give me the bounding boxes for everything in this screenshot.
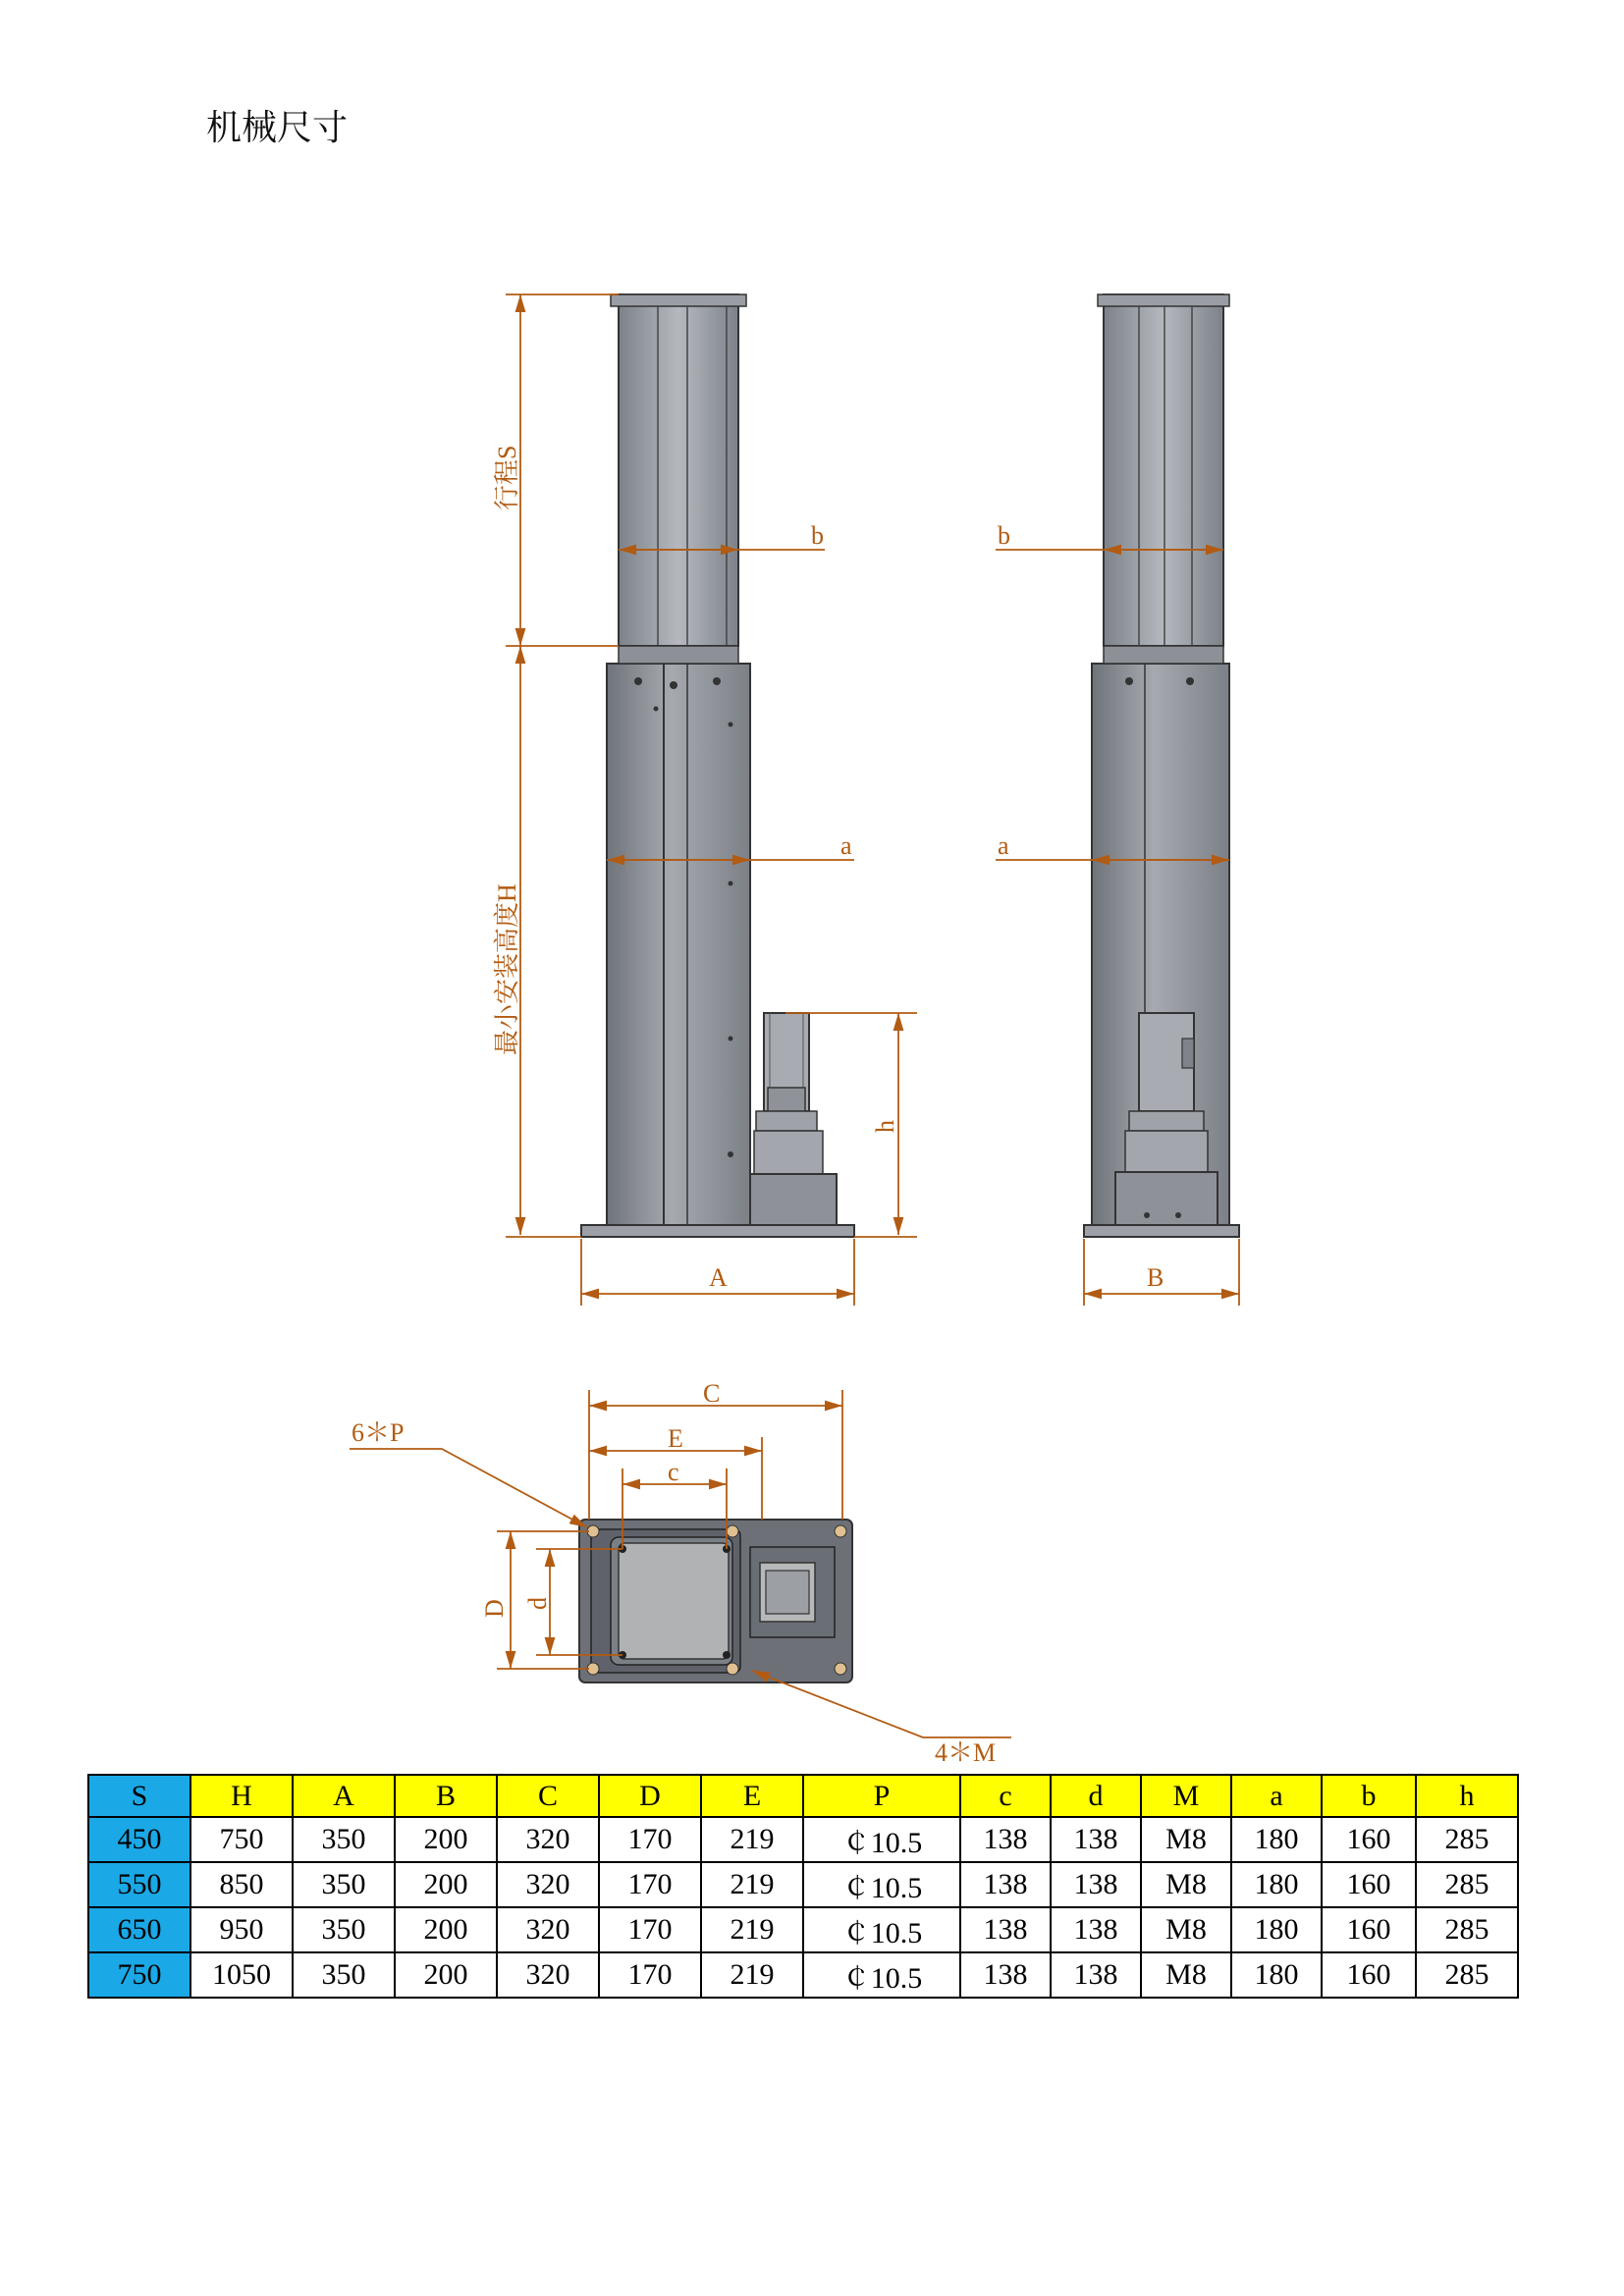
A-label: A — [709, 1263, 728, 1292]
table-cell: 180 — [1231, 1862, 1322, 1907]
header-cell: c — [960, 1775, 1051, 1817]
table-cell: 650 — [88, 1907, 190, 1952]
table-cell: 138 — [1051, 1817, 1141, 1862]
header-cell: h — [1416, 1775, 1518, 1817]
table-cell: 750 — [88, 1952, 190, 1998]
table-cell: 200 — [395, 1952, 497, 1998]
table-cell: 180 — [1231, 1952, 1322, 1998]
header-cell: D — [599, 1775, 701, 1817]
header-cell: b — [1322, 1775, 1416, 1817]
table-cell: 180 — [1231, 1817, 1322, 1862]
table-cell: M8 — [1141, 1952, 1231, 1998]
header-cell: H — [190, 1775, 293, 1817]
table-row — [88, 1862, 1518, 1907]
d-label: d — [523, 1597, 552, 1610]
table-cell: 350 — [293, 1952, 395, 1998]
table-cell: 138 — [1051, 1952, 1141, 1998]
front-base — [581, 1225, 854, 1237]
table-cell: 180 — [1231, 1907, 1322, 1952]
b-side-label: b — [998, 521, 1010, 550]
table-cell: 285 — [1416, 1862, 1518, 1907]
header-cell: d — [1051, 1775, 1141, 1817]
table-cell: 138 — [960, 1862, 1051, 1907]
E-label: E — [668, 1424, 683, 1453]
table-cell: 160 — [1322, 1952, 1416, 1998]
B-label: B — [1147, 1263, 1164, 1292]
install-height-label: 最小安装高度H — [493, 883, 521, 1055]
table-cell: 138 — [960, 1817, 1051, 1862]
front-lower-column — [607, 664, 750, 1225]
front-view — [581, 294, 854, 1237]
table-cell: 850 — [190, 1862, 293, 1907]
table-cell: 1050 — [190, 1952, 293, 1998]
D-label: D — [480, 1599, 509, 1618]
table-cell: 170 — [599, 1817, 701, 1862]
table-cell: 200 — [395, 1862, 497, 1907]
C-label: C — [703, 1379, 721, 1408]
table-cell: 160 — [1322, 1907, 1416, 1952]
h-label: h — [871, 1120, 899, 1133]
top-view — [579, 1520, 852, 1682]
table-cell: M8 — [1141, 1907, 1231, 1952]
table-cell: 219 — [701, 1907, 803, 1952]
table-cell: 320 — [497, 1817, 599, 1862]
table-cell: 550 — [88, 1862, 190, 1907]
table-cell: 950 — [190, 1907, 293, 1952]
table-cell: ￠10.5 — [803, 1862, 960, 1907]
table-cell: 138 — [960, 1907, 1051, 1952]
table-cell: 350 — [293, 1862, 395, 1907]
table-cell: ￠10.5 — [803, 1817, 960, 1862]
a-front-label: a — [840, 831, 852, 860]
table-cell: ￠10.5 — [803, 1952, 960, 1998]
holes-P-label: 6＊P — [352, 1418, 405, 1447]
side-view — [1084, 294, 1239, 1237]
table-cell: 320 — [497, 1862, 599, 1907]
specs-table — [87, 1774, 1519, 1999]
table-cell: 219 — [701, 1952, 803, 1998]
table-header-row — [88, 1775, 1518, 1817]
table-row — [88, 1817, 1518, 1862]
table-cell: 320 — [497, 1952, 599, 1998]
header-cell: S — [88, 1775, 190, 1817]
page-title: 机械尺寸 — [206, 108, 349, 148]
table-cell: 160 — [1322, 1862, 1416, 1907]
stroke-label: 行程S — [493, 445, 521, 510]
table-cell: 170 — [599, 1952, 701, 1998]
c-label: c — [668, 1458, 679, 1486]
header-cell: M — [1141, 1775, 1231, 1817]
table-cell: 450 — [88, 1817, 190, 1862]
table-cell: 170 — [599, 1862, 701, 1907]
table-cell: 138 — [960, 1952, 1051, 1998]
header-cell: B — [395, 1775, 497, 1817]
header-cell: E — [701, 1775, 803, 1817]
header-cell: C — [497, 1775, 599, 1817]
table-cell: 285 — [1416, 1817, 1518, 1862]
table-cell: 320 — [497, 1907, 599, 1952]
table-cell: 170 — [599, 1907, 701, 1952]
a-side-label: a — [998, 831, 1009, 860]
table-cell: 138 — [1051, 1862, 1141, 1907]
table-cell: M8 — [1141, 1862, 1231, 1907]
side-base — [1084, 1225, 1239, 1237]
table-cell: 138 — [1051, 1907, 1141, 1952]
table-cell: 285 — [1416, 1907, 1518, 1952]
header-cell: P — [803, 1775, 960, 1817]
table-cell: 160 — [1322, 1817, 1416, 1862]
table-cell: 285 — [1416, 1952, 1518, 1998]
table-row — [88, 1952, 1518, 1998]
table-cell: 219 — [701, 1817, 803, 1862]
front-upper-column — [619, 294, 738, 646]
table-cell: 750 — [190, 1817, 293, 1862]
table-cell: M8 — [1141, 1817, 1231, 1862]
table-row — [88, 1907, 1518, 1952]
header-cell: A — [293, 1775, 395, 1817]
holes-M-label: 4＊M — [935, 1738, 997, 1767]
table-cell: 200 — [395, 1817, 497, 1862]
table-cell: 350 — [293, 1907, 395, 1952]
table-cell: ￠10.5 — [803, 1907, 960, 1952]
table-cell: 219 — [701, 1862, 803, 1907]
b-front-label: b — [811, 521, 824, 550]
header-cell: a — [1231, 1775, 1322, 1817]
table-cell: 200 — [395, 1907, 497, 1952]
side-upper-column — [1104, 294, 1223, 646]
table-cell: 350 — [293, 1817, 395, 1862]
